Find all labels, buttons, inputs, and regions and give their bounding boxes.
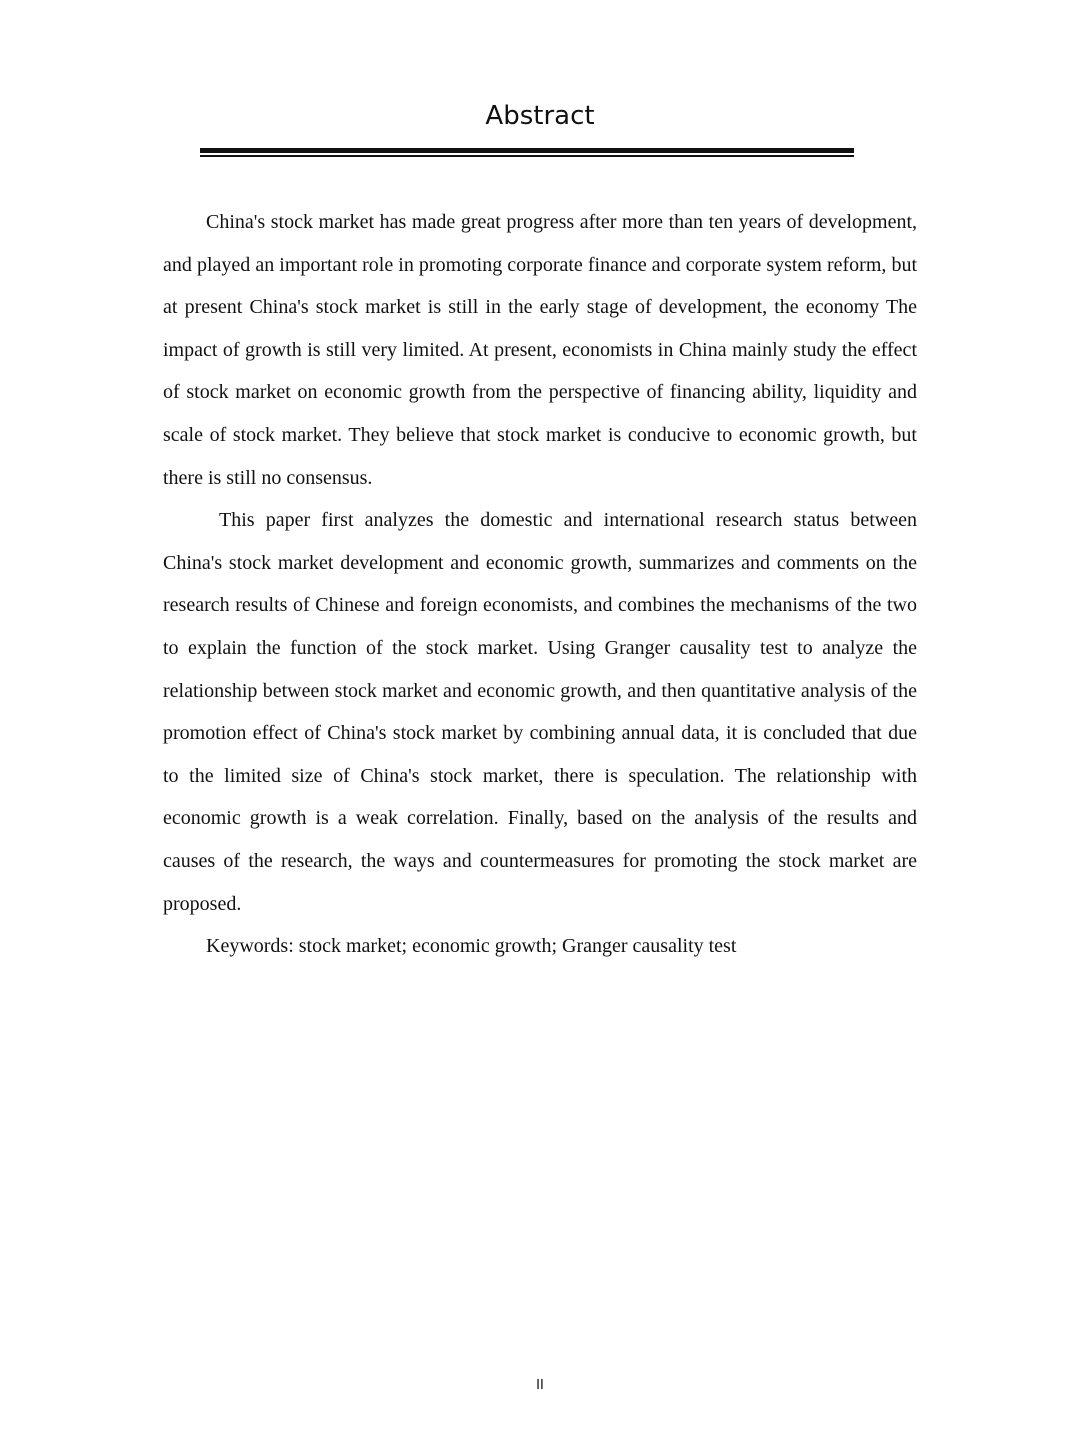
abstract-paragraph-2: This paper first analyzes the domestic and international research status between China's stock market development and economic growth, summarizes and comments on the research results of Chinese and foreign economists, and combines the mechanisms of the two to explain the function of the stock market. Using Granger causality test to analyze the relationship between stock market and economic growth, and then quantitative analysis of the promotion effect of China's stock market by combining annual data, it is concluded that due to the limited size of China's stock market, there is speculation. The relationship with economic growth is a weak correlation. Finally, based on the analysis of the results and causes of the research, the ways and countermeasures for promoting the stock market are proposed. [163, 509, 917, 915]
title-rule-thick [200, 148, 854, 153]
title-rule-thin [200, 155, 854, 157]
page-title: Abstract [485, 101, 595, 131]
keywords-line: Keywords: stock market; economic growth; Granger causality test [206, 935, 737, 958]
abstract-body [163, 201, 917, 968]
abstract-paragraph-1: China's stock market has made great progress after more than ten years of development, and played an important role in promoting corporate finance and corporate system reform, but at present China's stock market is still in the early stage of development, the economy The impact of growth is still very limited. At present, economists in China mainly study the effect of stock market on economic growth from the perspective of financing ability, liquidity and scale of stock market. They believe that stock market is conducive to economic growth, but there is still no consensus. [163, 211, 917, 489]
page-number: II [536, 1378, 544, 1393]
